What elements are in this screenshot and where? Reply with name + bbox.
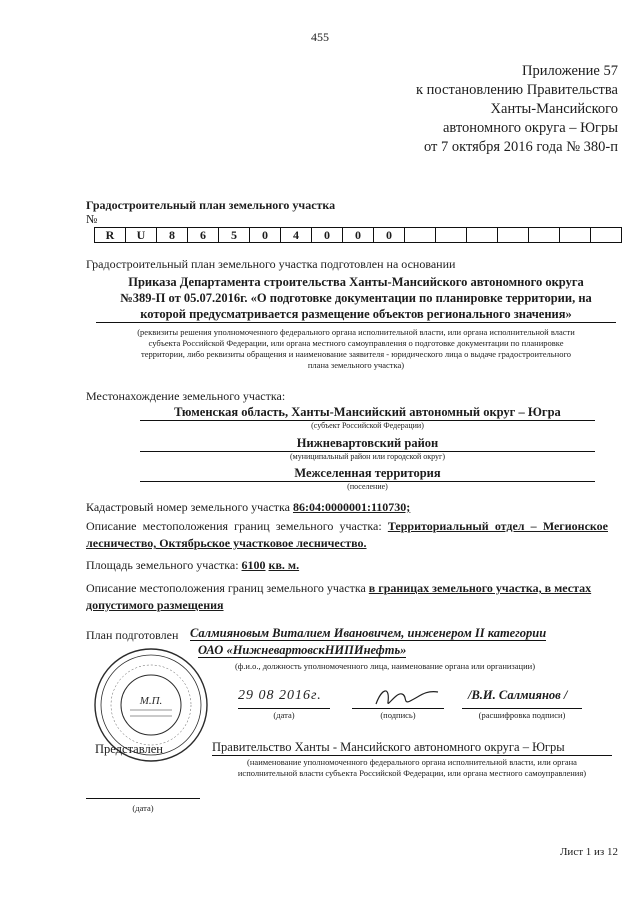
area-unit: кв. м. [268,558,300,572]
signature-caption: (подпись) [380,710,416,720]
reg-number-cell: 0 [312,228,343,242]
reg-number-cell: 4 [281,228,312,242]
date-caption: (дата) [273,710,295,720]
boundaries-label: Описание местоположения границ земельного участка: [86,519,382,533]
basis-line: Приказа Департамента строительства Ханты-Мансийского автономного округа [128,275,584,289]
caption-line: (наименование уполномоченного федерального органа исполнительной власти, или органа [247,757,577,767]
appendix-line: Ханты-Мансийского [490,101,618,117]
appendix-line: автономного округа – Югры [442,120,618,136]
reg-number-cell: 0 [250,228,281,242]
land-area [86,558,299,573]
placement-description [86,580,608,614]
reg-number-cell: 0 [343,228,374,242]
plan-title: Градостроительный план земельного участка [86,198,336,212]
reg-number-cell: 6 [188,228,219,242]
placement-value: в границах земельного участка, в местах допустимого размещения [86,581,592,612]
decipher-caption: (расшифровка подписи) [478,710,566,720]
appendix-header [258,62,618,157]
reg-number-cell [591,228,621,242]
registration-number-grid [94,227,622,243]
prepared-organization: ОАО «НижневартовскНИПИнефть» [198,643,407,657]
submitted-organization: Правительство Ханты - Мансийского автономного округа – Югры [212,740,612,756]
location-settlement-caption: (поселение) [347,482,388,491]
location-subject-caption: (субъект Российской Федерации) [311,421,424,430]
submitted-date-caption: (дата) [132,803,154,813]
reg-number-cell: 5 [219,228,250,242]
area-label: Площадь земельного участка: [86,558,239,572]
location-settlement: Межселенная территория [140,466,595,482]
reg-number-cell: 0 [374,228,405,242]
area-value: 6100 [241,558,266,572]
reg-number-cell: R [95,228,126,242]
caption-line: субъекта Российской Федерации, или органа местного самоуправления о подготовке документации по планировке [148,338,564,348]
reg-number-cell [467,228,498,242]
location-district: Нижневартовский район [140,436,595,452]
prepared-label: План подготовлен [86,628,179,642]
basis-document [96,274,616,323]
appendix-line: от 7 октября 2016 года № 380-п [423,139,618,155]
reg-number-cell: U [126,228,157,242]
reg-number-cell [436,228,467,242]
caption-line: (реквизиты решения уполномоченного федерального органа исполнительной власти, или органа исполнительной власти [137,327,575,337]
prepared-by [190,625,560,659]
appendix-line: к постановлению Правительства [416,82,618,98]
caption-line: исполнительной власти субъекта Российской Федерации, или органа местного самоуправления) [237,768,587,778]
stamp-text: М.П. [139,695,163,707]
appendix-line: Приложение 57 [522,63,618,79]
location-label: Местонахождение земельного участка: [86,389,286,403]
boundaries-value: Территориальный отдел – Мегионское лесничество, Октябрьское участковое лесничество. [86,519,608,550]
placement-label: Описание местоположения границ земельного участка [86,581,366,595]
reg-number-cell [529,228,560,242]
reg-number-cell [560,228,591,242]
location-subject: Тюменская область, Ханты-Мансийский автономный округ – Югра [140,405,595,421]
date-line [238,690,330,709]
signature-decipher: /В.И. Салмиянов / [468,688,568,702]
reg-number-cell: 8 [157,228,188,242]
basis-intro: Градостроительный план земельного участка подготовлен на основании [86,257,456,271]
submitted-label: Представлен [95,742,163,756]
cadastral-label: Кадастровый номер земельного участка [86,500,290,514]
basis-line: которой предусматривается размещение объектов регионального значения» [96,306,616,323]
page-number: 455 [311,30,329,44]
cadastral-value: 86:04:0000001:110730; [292,500,411,514]
plan-number-sign: № [86,212,98,226]
basis-caption [96,327,616,371]
signature-line [352,690,444,709]
sheet-counter: Лист 1 из 12 [559,846,618,858]
submitted-date-line [86,798,200,799]
caption-line: плана земельного участка) [307,360,405,370]
prepared-person: Салмияновым Виталием Ивановичем, инженером II категории [190,626,547,640]
caption-line: территории, либо реквизиты обращения и наименование заявителя - юридического лица о выдаче градостроительного [141,349,571,359]
boundaries-description [86,518,608,552]
cadastral-number [86,500,410,515]
submitted-caption [212,757,612,779]
location-district-caption: (муниципальный район или городской округ) [290,452,445,461]
decipher-line [462,690,582,709]
reg-number-cell [498,228,529,242]
reg-number-cell [405,228,436,242]
prepared-caption: (ф.и.о., должность уполномоченного лица, наименование органа или организации) [234,661,536,671]
basis-line: №389-П от 05.07.2016г. «О подготовке документации по планировке территории, на [120,291,592,305]
signed-date: 29 08 2016г. [238,688,322,703]
